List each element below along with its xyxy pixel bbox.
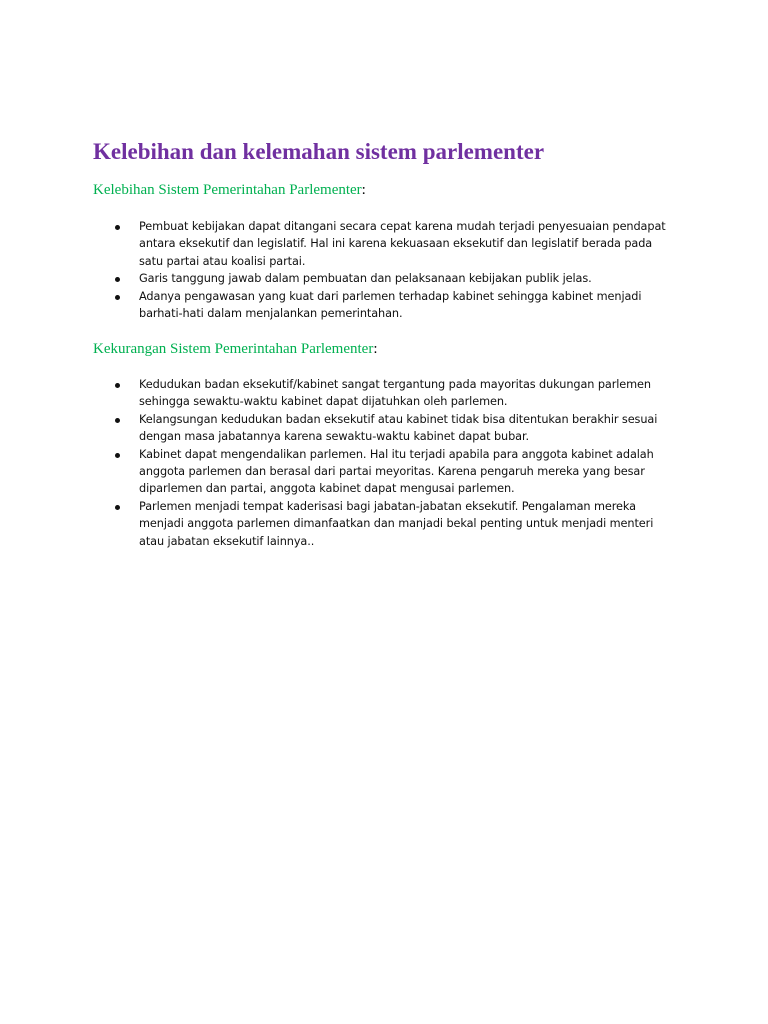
list-item [0,446,679,498]
bullet-dot-icon [115,225,120,230]
list-item-text: Kedudukan badan eksekutif/kabinet sangat tergantung pada mayoritas dukungan parlemen sehingga sewaktu-waktu kabinet dapat dijatuhkan oleh parlemen. [139,378,651,409]
section-heading-kekurangan [93,339,378,359]
list-item [0,411,679,446]
bullet-dot-icon [115,295,120,300]
list-item-text: Kelangsungan kedudukan badan eksekutif atau kabinet tidak bisa ditentukan berakhir sesuai dengan masa jabatannya karena sewaktu-waktu kabinet dapat bubar. [139,412,658,444]
list-item-text: Pembuat kebijakan dapat ditangani secara cepat karena mudah terjadi penyesuaian pendapat antara eksekutif dan legislatif. Hal ini karena kekuasaan eksekutif dan legislatif berada pada satu partai atau koalisi partai. [139,220,666,268]
bullet-dot-icon [115,418,120,423]
section-heading-colon: : [373,341,378,357]
list-item [0,218,679,270]
list-item-text: Adanya pengawasan yang kuat dari parlemen terhadap kabinet sehingga kabinet menjadi barhati-hati dalam menjalankan pemerintahan. [139,289,642,321]
page-title: Kelebihan dan kelemahan sistem parlementer [93,139,545,164]
list-item [0,376,679,411]
list-item-text: Kabinet dapat mengendalikan parlemen. Hal itu terjadi apabila para anggota kabinet adalah anggota parlemen dan berasal dari partai meyoritas. Karena pengaruh mereka yang besar diparlemen dan partai, anggota kabinet dapat mengusai parlemen. [139,447,654,496]
bullet-dot-icon [115,505,120,510]
section-heading-colon: : [361,182,366,198]
bullet-dot-icon [115,277,120,282]
list-item-text: Parlemen menjadi tempat kaderisasi bagi jabatan-jabatan eksekutif. Pengalaman mereka menjadi anggota parlemen dimanfaatkan dan manjadi bekal penting untuk menjadi menteri atau jabatan eksekutif lainnya.. [139,499,654,548]
section-heading-text: Kelebihan Sistem Pemerintahan Parlementer [93,182,362,198]
bullet-list-kelebihan [0,218,768,322]
section-heading-text: Kekurangan Sistem Pemerintahan Parlementer [93,341,374,357]
bullet-list-kekurangan [0,376,768,550]
list-item [0,270,679,287]
bullet-dot-icon [115,453,120,458]
bullet-dot-icon [115,383,120,388]
list-item-text: Garis tanggung jawab dalam pembuatan dan pelaksanaan kebijakan publik jelas. [139,272,592,286]
section-heading-kelebihan [93,180,366,200]
list-item [0,498,679,550]
list-item [0,288,679,323]
